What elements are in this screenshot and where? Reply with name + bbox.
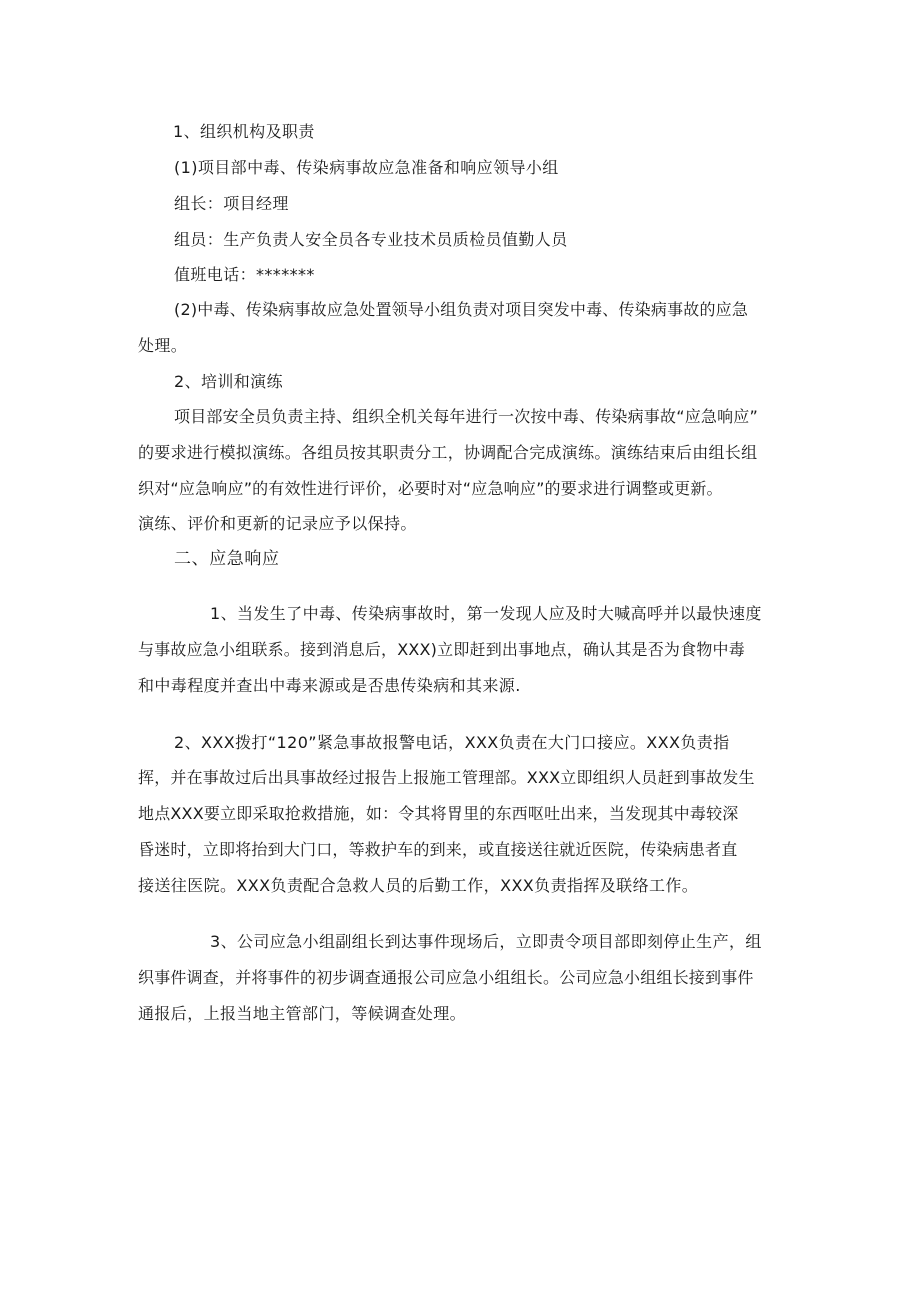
response-item2-line-1: 2、XXX拨打“120”紧急事故报警电话，XXX负责在大门口接应。XXX负责指 (174, 733, 730, 752)
group2-line-1: (2)中毒、传染病事故应急处置领导小组负责对项目突发中毒、传染病事故的应急 (174, 300, 749, 319)
response-item2-line-5: 接送往医院。XXX负责配合急救人员的后勤工作，XXX负责指挥及联络工作。 (138, 876, 699, 895)
response-item1-line-3: 和中毒程度并查出中毒来源或是否患传染病和其来源. (138, 676, 521, 695)
duty-phone: 值班电话：******* (174, 265, 315, 284)
training-line-3: 织对“应急响应”的有效性进行评价，必要时对“应急响应”的要求进行调整或更新。 (138, 479, 723, 498)
response-item1-line-2: 与事故应急小组联系。接到消息后，XXX)立即赶到出事地点，确认其是否为食物中毒 (138, 640, 745, 659)
response-item3-line-3: 通报后，上报当地主管部门，等候调查处理。 (138, 1004, 467, 1023)
response-item1-line-1: 1、当发生了中毒、传染病事故时，第一发现人应及时大喊高呼并以最快速度 (210, 604, 762, 623)
response-item2-line-3: 地点XXX要立即采取抢救措施，如：令其将胃里的东西呕吐出来，当发现其中毒较深 (138, 804, 739, 823)
group1-title: (1)项目部中毒、传染病事故应急准备和响应领导小组 (174, 158, 559, 177)
response-item2-line-2: 挥，并在事故过后出具事故经过报告上报施工管理部。XXX立即组织人员赶到事故发生 (138, 768, 755, 787)
part2-heading: 二、应急响应 (174, 549, 280, 569)
response-item3-line-2: 织事件调查，并将事件的初步调查通报公司应急小组组长。公司应急小组组长接到事件 (138, 968, 754, 987)
group2-line-2: 处理。 (138, 336, 188, 355)
response-item3-line-1: 3、公司应急小组副组长到达事件现场后，立即责令项目部即刻停止生产，组 (210, 932, 762, 951)
training-line-4: 演练、评价和更新的记录应予以保持。 (138, 514, 417, 533)
section2-heading: 2、培训和演练 (174, 372, 283, 391)
section1-heading: 1、组织机构及职责 (173, 122, 315, 141)
members-line: 组员：生产负责人安全员各专业技术员质检员值勤人员 (174, 230, 568, 249)
response-item2-line-4: 昏迷时，立即将抬到大门口，等救护车的到来，或直接送往就近医院，传染病患者直 (138, 840, 738, 859)
training-line-2: 的要求进行模拟演练。各组员按其职责分工，协调配合完成演练。演练结束后由组长组 (138, 443, 758, 462)
training-line-1: 项目部安全员负责主持、组织全机关每年进行一次按中毒、传染病事故“应急响应” (174, 407, 758, 426)
leader-line: 组长：项目经理 (174, 194, 289, 213)
